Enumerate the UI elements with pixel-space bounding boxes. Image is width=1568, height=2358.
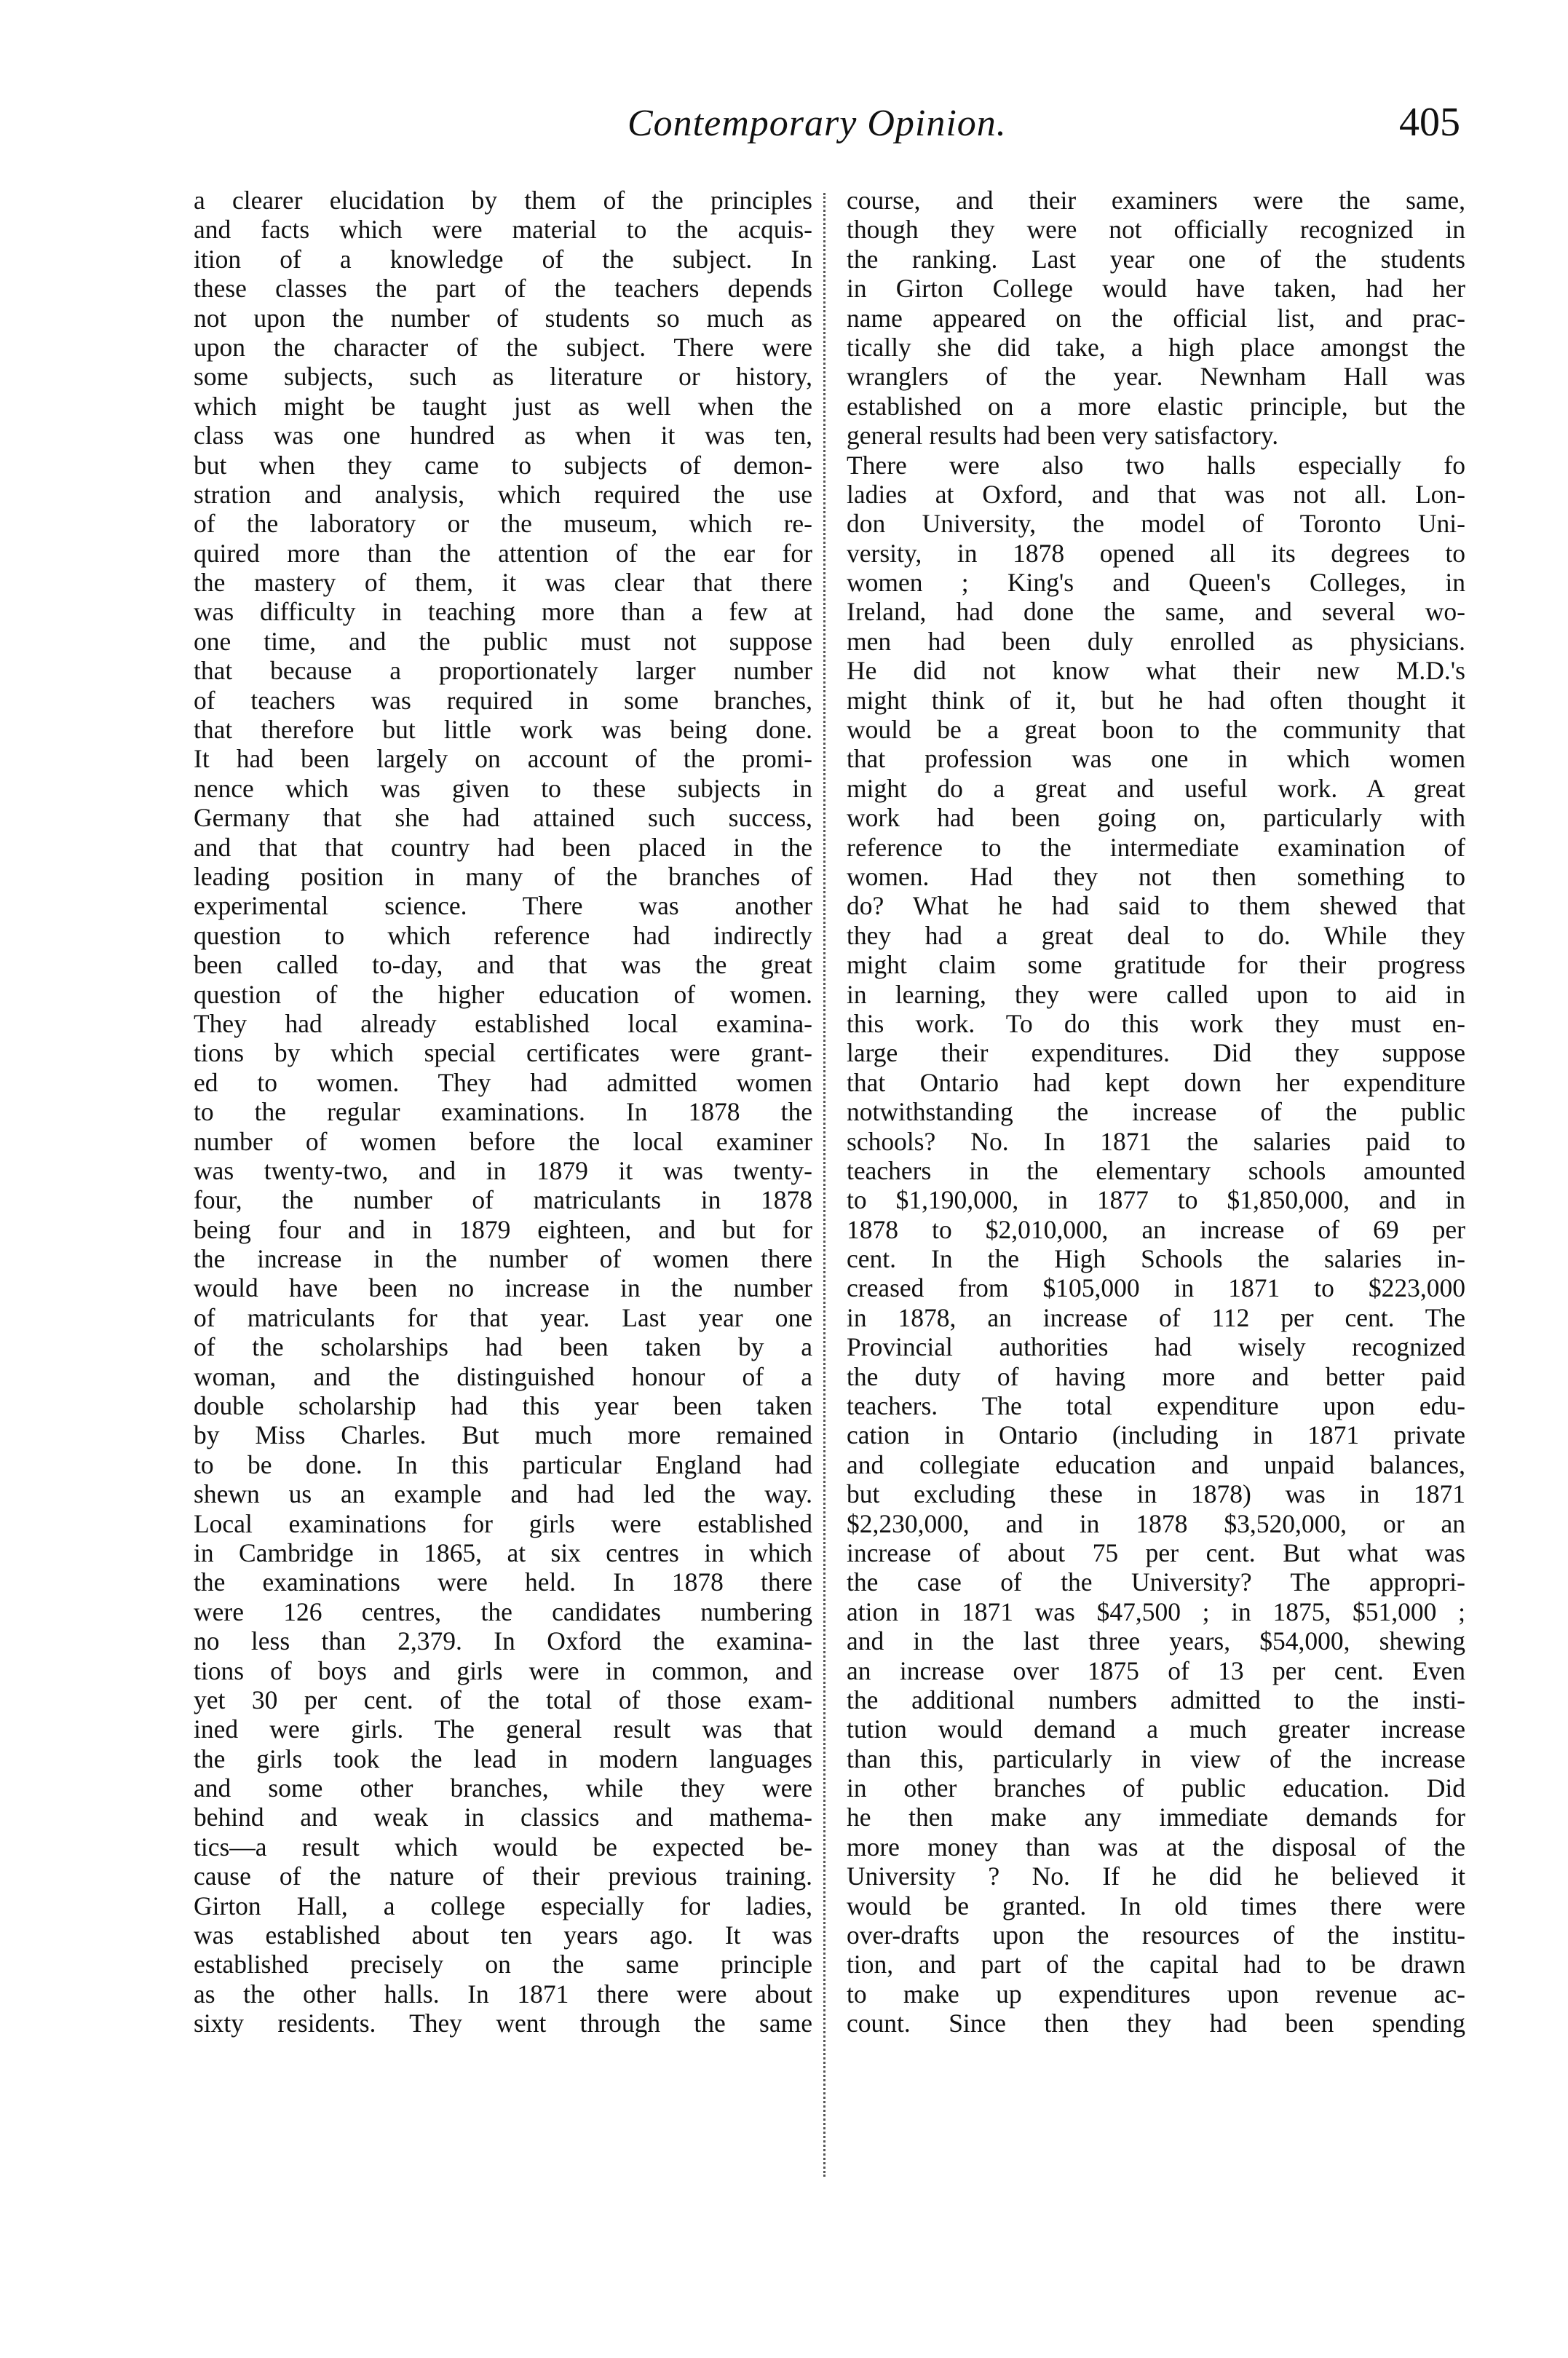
text-line: might do a great and useful work. A great: [847, 773, 1465, 803]
text-line: teachers in the elementary schools amounted: [847, 1155, 1465, 1185]
text-line: They had already established local examina-: [194, 1008, 812, 1038]
text-line: four, the number of matriculants in 1878: [194, 1185, 812, 1215]
text-line: He did not know what their new M.D.'s: [847, 656, 1465, 686]
text-line: a clearer elucidation by them of the principles: [194, 186, 812, 215]
text-line: class was one hundred as when it was ten,: [194, 421, 812, 451]
text-line: ation in 1871 was $47,500 ; in 1875, $51,000 ;: [847, 1597, 1465, 1626]
text-line: as the other halls. In 1871 there were about: [194, 1979, 812, 2009]
text-line: question to which reference had indirectly: [194, 920, 812, 950]
text-line: and facts which were material to the acquis-: [194, 215, 812, 245]
text-line: of matriculants for that year. Last year one: [194, 1302, 812, 1332]
text-line: Ireland, had done the same, and several wo-: [847, 597, 1465, 627]
text-line: Germany that she had attained such success,: [194, 803, 812, 833]
text-line: in Cambridge in 1865, at six centres in which: [194, 1538, 812, 1567]
text-line: but when they came to subjects of demon-: [194, 450, 812, 480]
text-line: of the laboratory or the museum, which re-: [194, 509, 812, 539]
text-line: over-drafts upon the resources of the institu-: [847, 1920, 1465, 1950]
text-line: to the regular examinations. In 1878 the: [194, 1097, 812, 1127]
text-line: Girton Hall, a college especially for ladies,: [194, 1891, 812, 1920]
text-line: not upon the number of students so much as: [194, 303, 812, 333]
text-line: the case of the University? The appropri-: [847, 1567, 1465, 1597]
column-divider: [823, 193, 825, 2177]
text-line: this work. To do this work they must en-: [847, 1008, 1465, 1038]
text-line: the increase in the number of women there: [194, 1244, 812, 1274]
text-line: tions by which special certificates were grant-: [194, 1038, 812, 1068]
text-line: though they were not officially recognized in: [847, 215, 1465, 245]
text-line: ition of a knowledge of the subject. In: [194, 244, 812, 274]
text-line: women. Had they not then something to: [847, 861, 1465, 891]
running-head: Contemporary Opinion.: [627, 103, 1007, 144]
text-line: these classes the part of the teachers depends: [194, 274, 812, 304]
text-line: tion, and part of the capital had to be drawn: [847, 1950, 1465, 1979]
text-line: the examinations were held. In 1878 there: [194, 1567, 812, 1597]
text-line: they had a great deal to do. While they: [847, 920, 1465, 950]
text-line: leading position in many of the branches of: [194, 861, 812, 891]
text-line: ladies at Oxford, and that was not all. Lon-: [847, 479, 1465, 509]
text-line: the ranking. Last year one of the students: [847, 244, 1465, 274]
text-line: nence which was given to these subjects in: [194, 773, 812, 803]
text-line: would be granted. In old times there were: [847, 1891, 1465, 1920]
text-line: creased from $105,000 in 1871 to $223,000: [847, 1273, 1465, 1303]
text-line: question of the higher education of women.: [194, 979, 812, 1009]
text-line: that profession was one in which women: [847, 744, 1465, 774]
text-line: schools? No. In 1871 the salaries paid to: [847, 1126, 1465, 1156]
text-line: It had been largely on account of the promi-: [194, 744, 812, 774]
text-line: shewn us an example and had led the way.: [194, 1479, 812, 1509]
text-line: and in the last three years, $54,000, shewing: [847, 1626, 1465, 1656]
text-line: might claim some gratitude for their progress: [847, 950, 1465, 980]
text-line: been called to-day, and that was the great: [194, 950, 812, 980]
text-line: upon the character of the subject. There were: [194, 332, 812, 362]
text-line: the mastery of them, it was clear that there: [194, 568, 812, 598]
text-line: don University, the model of Toronto Uni-: [847, 509, 1465, 539]
text-line: he then make any immediate demands for: [847, 1803, 1465, 1832]
text-line: 1878 to $2,010,000, an increase of 69 per: [847, 1214, 1465, 1244]
text-line: quired more than the attention of the ear for: [194, 538, 812, 568]
text-line: reference to the intermediate examination of: [847, 832, 1465, 862]
page-number: 405: [1399, 100, 1460, 145]
text-line: tically she did take, a high place amongst the: [847, 332, 1465, 362]
text-line: to make up expenditures upon revenue ac-: [847, 1979, 1465, 2009]
text-line: of teachers was required in some branches,: [194, 685, 812, 715]
right-column: [847, 186, 1465, 2038]
text-line: and some other branches, while they were: [194, 1773, 812, 1803]
text-line: the additional numbers admitted to the insti-: [847, 1685, 1465, 1714]
text-line: large their expenditures. Did they suppose: [847, 1038, 1465, 1068]
text-line: was twenty-two, and in 1879 it was twenty-: [194, 1155, 812, 1185]
text-line: of the scholarships had been taken by a: [194, 1332, 812, 1362]
text-line: one time, and the public must not suppose: [194, 626, 812, 656]
text-line: by Miss Charles. But much more remained: [194, 1420, 812, 1450]
text-line: and that that country had been placed in the: [194, 832, 812, 862]
text-line: wranglers of the year. Newnham Hall was: [847, 362, 1465, 392]
text-line: some subjects, such as literature or history,: [194, 362, 812, 392]
text-line: teachers. The total expenditure upon edu-: [847, 1391, 1465, 1421]
text-line: behind and weak in classics and mathema-: [194, 1803, 812, 1832]
text-line: course, and their examiners were the same,: [847, 186, 1465, 215]
left-column: [194, 186, 812, 2038]
text-line: tics—a result which would be expected be-: [194, 1832, 812, 1862]
text-line: women ; King's and Queen's Colleges, in: [847, 568, 1465, 598]
text-line: ined were girls. The general result was that: [194, 1714, 812, 1744]
text-line: count. Since then they had been spending: [847, 2009, 1465, 2038]
text-line: which might be taught just as well when the: [194, 391, 812, 421]
text-line: the duty of having more and better paid: [847, 1361, 1465, 1391]
text-line: was difficulty in teaching more than a few at: [194, 597, 812, 627]
text-line: to be done. In this particular England had: [194, 1449, 812, 1479]
text-line: men had been duly enrolled as physicians.: [847, 626, 1465, 656]
text-line: would have been no increase in the number: [194, 1273, 812, 1303]
text-line: stration and analysis, which required the use: [194, 479, 812, 509]
text-line: to $1,190,000, in 1877 to $1,850,000, and in: [847, 1185, 1465, 1215]
text-line: increase of about 75 per cent. But what was: [847, 1538, 1465, 1567]
text-line: yet 30 per cent. of the total of those exam-: [194, 1685, 812, 1714]
text-line: but excluding these in 1878) was in 1871: [847, 1479, 1465, 1509]
text-line: than this, particularly in view of the increase: [847, 1744, 1465, 1773]
text-line: cation in Ontario (including in 1871 private: [847, 1420, 1465, 1450]
text-line: an increase over 1875 of 13 per cent. Even: [847, 1655, 1465, 1685]
text-line: $2,230,000, and in 1878 $3,520,000, or an: [847, 1508, 1465, 1538]
text-line: do? What he had said to them shewed that: [847, 891, 1465, 921]
text-line: in learning, they were called upon to aid in: [847, 979, 1465, 1009]
text-line: and collegiate education and unpaid balances,: [847, 1449, 1465, 1479]
text-line: number of women before the local examiner: [194, 1126, 812, 1156]
text-line: double scholarship had this year been taken: [194, 1391, 812, 1421]
text-line: established precisely on the same principle: [194, 1950, 812, 1979]
text-line: were 126 centres, the candidates numbering: [194, 1597, 812, 1626]
text-line: in Girton College would have taken, had her: [847, 274, 1465, 304]
text-line: established on a more elastic principle, but the: [847, 391, 1465, 421]
text-line: that because a proportionately larger number: [194, 656, 812, 686]
text-line: cause of the nature of their previous training.: [194, 1862, 812, 1891]
text-line: Provincial authorities had wisely recognized: [847, 1332, 1465, 1362]
text-line: experimental science. There was another: [194, 891, 812, 921]
text-line: that Ontario had kept down her expenditure: [847, 1067, 1465, 1097]
text-line: University ? No. If he did he believed it: [847, 1862, 1465, 1891]
text-line: work had been going on, particularly with: [847, 803, 1465, 833]
text-line: in 1878, an increase of 112 per cent. The: [847, 1302, 1465, 1332]
text-line: might think of it, but he had often thought it: [847, 685, 1465, 715]
text-line: Local examinations for girls were established: [194, 1508, 812, 1538]
text-line: notwithstanding the increase of the public: [847, 1097, 1465, 1127]
text-line: versity, in 1878 opened all its degrees to: [847, 538, 1465, 568]
text-line: tions of boys and girls were in common, and: [194, 1655, 812, 1685]
text-line: more money than was at the disposal of the: [847, 1832, 1465, 1862]
text-line: the girls took the lead in modern languages: [194, 1744, 812, 1773]
text-line: sixty residents. They went through the same: [194, 2009, 812, 2038]
text-line: being four and in 1879 eighteen, and but for: [194, 1214, 812, 1244]
text-line: tution would demand a much greater increase: [847, 1714, 1465, 1744]
text-line: would be a great boon to the community that: [847, 715, 1465, 745]
text-line: no less than 2,379. In Oxford the examina-: [194, 1626, 812, 1656]
text-line: name appeared on the official list, and prac-: [847, 303, 1465, 333]
text-line: woman, and the distinguished honour of a: [194, 1361, 812, 1391]
text-line: There were also two halls especially fo: [847, 450, 1465, 480]
text-line: ed to women. They had admitted women: [194, 1067, 812, 1097]
text-line: general results had been very satisfactory.: [847, 421, 1279, 451]
text-line: cent. In the High Schools the salaries in-: [847, 1244, 1465, 1274]
text-line: in other branches of public education. Did: [847, 1773, 1465, 1803]
text-line: that therefore but little work was being done.: [194, 715, 812, 745]
text-line: was established about ten years ago. It was: [194, 1920, 812, 1950]
